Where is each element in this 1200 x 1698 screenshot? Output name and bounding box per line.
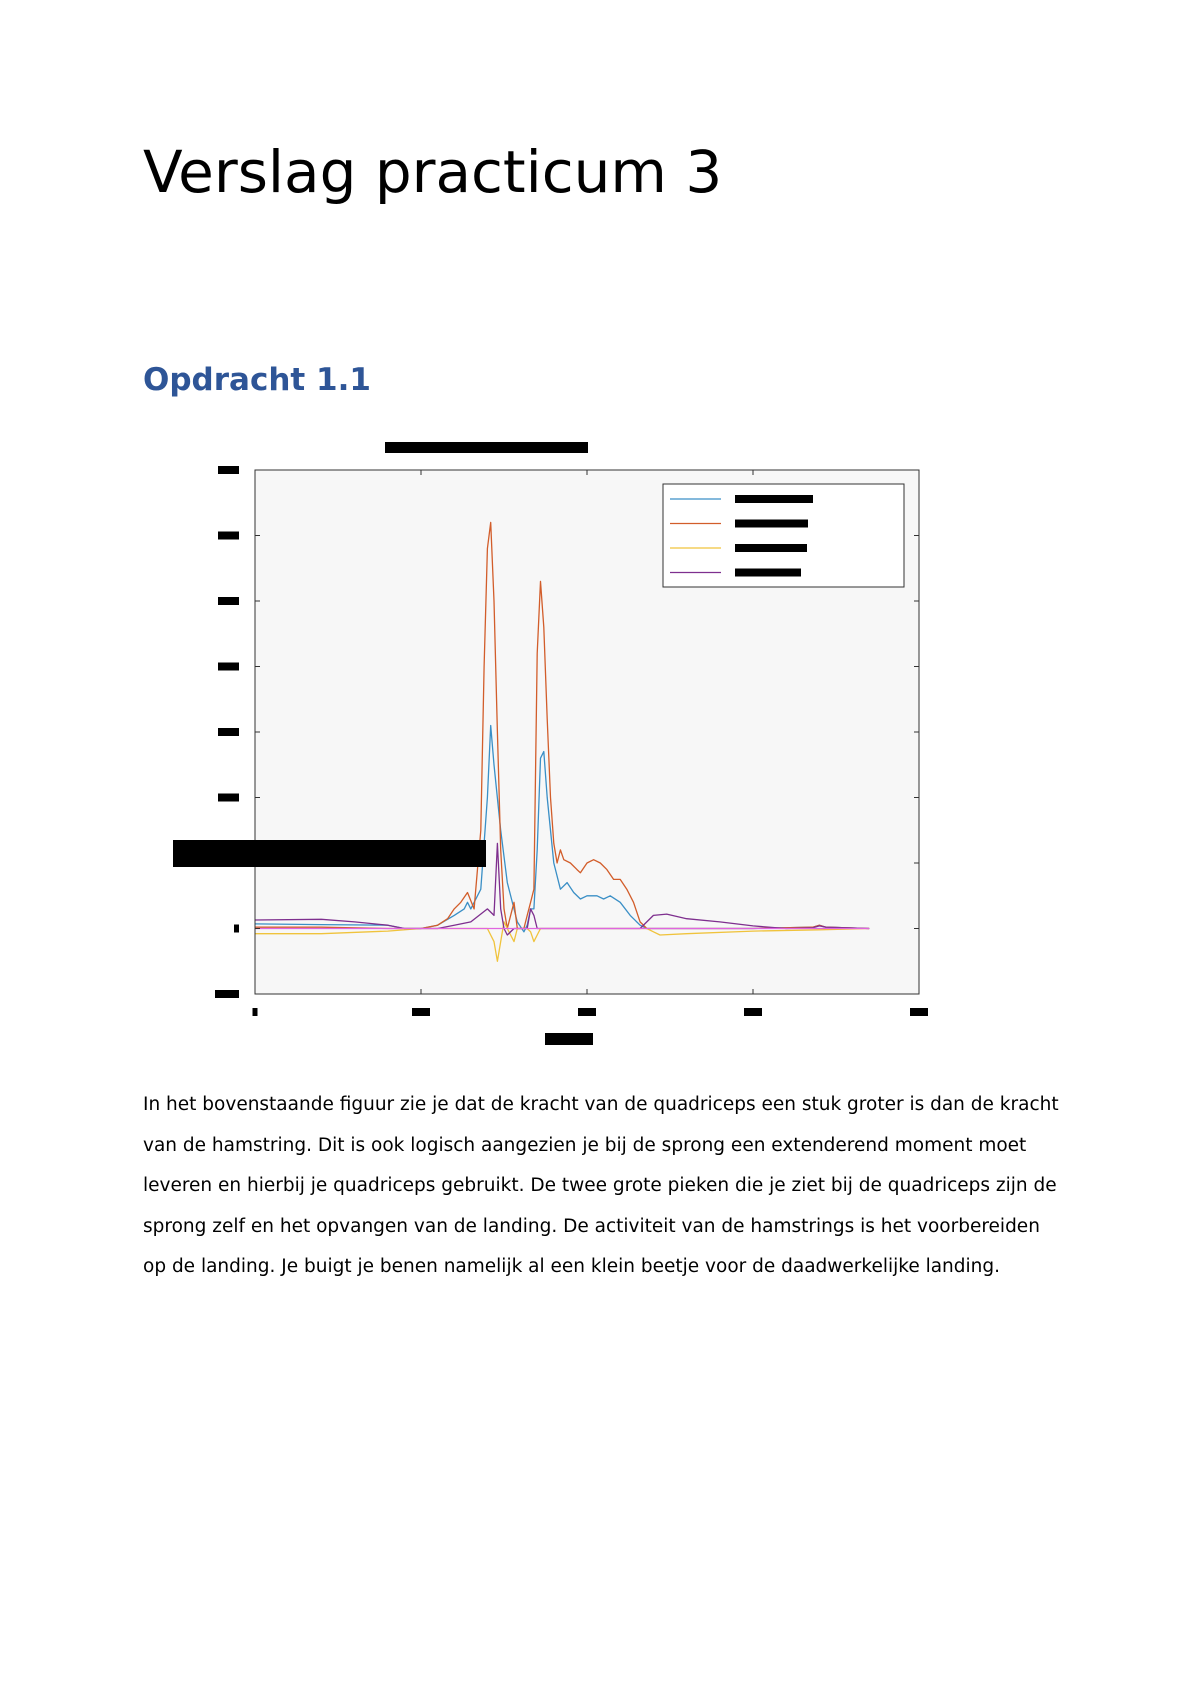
- x-tick-label-redacted: [910, 1008, 928, 1016]
- legend-label-redacted-3: [735, 544, 807, 552]
- section-heading: Opdracht 1.1: [143, 362, 371, 398]
- x-tick-label-redacted: [744, 1008, 762, 1016]
- y-tick-label-redacted: [218, 597, 239, 605]
- figure: [143, 420, 995, 1060]
- legend-label-redacted-1: [735, 495, 813, 503]
- legend-label-redacted-4: [735, 569, 801, 577]
- x-axis-label-redacted: [545, 1033, 593, 1045]
- y-tick-label-redacted: [218, 466, 239, 474]
- y-axis-label-redacted: [173, 840, 486, 867]
- x-tick-label-redacted: [412, 1008, 430, 1016]
- y-tick-label-redacted: [218, 728, 239, 736]
- line-chart: [143, 420, 995, 1060]
- y-tick-label-redacted: [234, 925, 239, 933]
- y-tick-label-redacted: [218, 663, 239, 671]
- x-tick-label-redacted: [578, 1008, 596, 1016]
- body-paragraph: In het bovenstaande figuur zie je dat de kracht van de quadriceps een stuk groter is dan de kracht van de hamstring. Dit is ook logisch aangezien je bij de sprong een extenderend moment moet leveren en hierbij je quadriceps gebruikt. De twee grote pieken die je ziet bij de quadriceps zijn de sprong zelf en het opvangen van de landing. De activiteit van de hamstrings is het voorbereiden op de landing. Je buigt je benen namelijk al een klein beetje voor de daadwerkelijke landing.: [143, 1094, 1059, 1277]
- y-tick-label-redacted: [215, 990, 239, 998]
- chart-title-redacted: [385, 442, 588, 453]
- y-tick-label-redacted: [218, 794, 239, 802]
- legend-label-redacted-2: [735, 520, 808, 528]
- document-title: Verslag practicum 3: [143, 138, 723, 206]
- x-tick-label-redacted: [253, 1008, 258, 1016]
- y-tick-label-redacted: [218, 532, 239, 540]
- legend: [663, 484, 904, 587]
